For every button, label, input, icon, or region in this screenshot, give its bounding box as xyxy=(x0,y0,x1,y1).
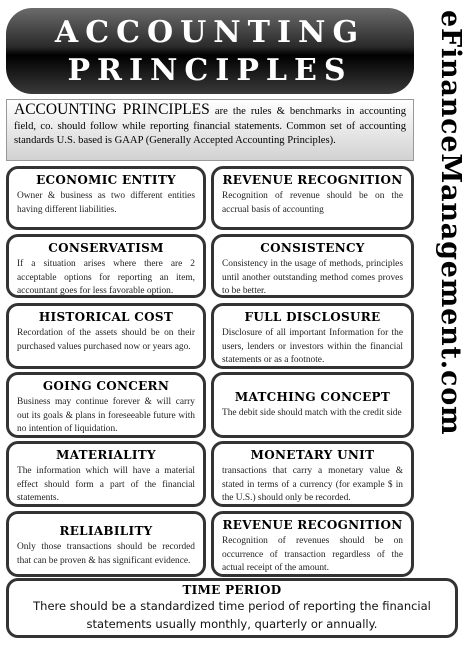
title-line-1: ACCOUNTING xyxy=(54,15,366,50)
card-conservatism xyxy=(6,234,206,298)
card-body: Recordation of the assets should be on their purchased values purchased now or years ago. xyxy=(17,328,195,352)
card-full-disclosure xyxy=(211,303,414,369)
card-monetary-unit xyxy=(211,441,414,507)
card-body: The debit side should match with the credit side xyxy=(222,408,402,418)
title-banner xyxy=(6,8,414,94)
card-title: CONSERVATISM xyxy=(48,241,164,255)
card-title: CONSISTENCY xyxy=(260,241,365,255)
card-materiality xyxy=(6,441,206,507)
card-body: There should be a standardized time period of reporting the financial statements usually monthly, quarterly or annually. xyxy=(33,599,431,631)
card-title: FULL DISCLOSURE xyxy=(244,310,381,324)
intro-heading: ACCOUNTING PRINCIPLES xyxy=(14,101,210,118)
card-revenue-recognition xyxy=(211,166,414,230)
card-matching-concept xyxy=(211,372,414,438)
card-body: Disclosure of all important Information for the users, lenders or investors within the financial statements or as a footnote. xyxy=(222,328,403,366)
card-title: MONETARY UNIT xyxy=(250,448,375,462)
intro-box xyxy=(6,99,414,161)
card-body: Recognition of revenues should be on occurrence of transaction regardless of the actual receipt of the amount. xyxy=(222,536,403,574)
title-line-2: PRINCIPLES xyxy=(67,53,353,88)
card-body: If a situation arises where there are 2 acceptable options for reporting an item, accountant goes for less favorable option. xyxy=(17,259,195,297)
card-body: Recognition of revenue should be on the accrual basis of accounting xyxy=(222,191,403,215)
card-title: HISTORICAL COST xyxy=(38,310,174,324)
card-body: transactions that carry a monetary value & stated in terms of a currency (for example $ in the U.S.) should only be recorded. xyxy=(222,466,403,504)
card-reliability xyxy=(6,511,206,577)
card-title: REVENUE RECOGNITION xyxy=(222,518,403,532)
card-body: The information which will have a material effect should form a part of the financial statements. xyxy=(17,466,195,504)
card-body: Owner & business as two different entities having different liabilities. xyxy=(17,191,195,215)
brand-vertical-text: eFinanceManagement.com xyxy=(435,10,466,436)
card-title: GOING CONCERN xyxy=(42,379,170,393)
card-title: RELIABILITY xyxy=(59,524,153,538)
card-time-period xyxy=(6,578,458,638)
card-body: Only those transactions should be recorded that can be proven & has significant evidence. xyxy=(17,542,195,566)
card-body: Business may continue forever & will carry out its goals & plans in foreseeable future with no intention of liquidation. xyxy=(17,397,195,435)
card-economic-entity xyxy=(6,166,206,230)
card-historical-cost xyxy=(6,303,206,369)
card-title: REVENUE RECOGNITION xyxy=(222,173,403,187)
card-going-concern xyxy=(6,372,206,438)
card-title: MATCHING CONCEPT xyxy=(234,390,391,404)
card-title: TIME PERIOD xyxy=(182,583,282,597)
card-title: MATERIALITY xyxy=(56,448,156,462)
card-title: ECONOMIC ENTITY xyxy=(36,173,176,187)
card-revenue-recognition-occurrence xyxy=(211,511,414,577)
card-body: Consistency in the usage of methods, principles until another outstanding method comes proves to be better. xyxy=(222,259,403,297)
card-consistency xyxy=(211,234,414,298)
intro-text: are the rules & benchmarks in accounting field, co. should follow while reporting financial statements. Common set of accounting standards U.S. based is GAAP (Generally Accepted Accounting Principles). xyxy=(14,106,406,146)
